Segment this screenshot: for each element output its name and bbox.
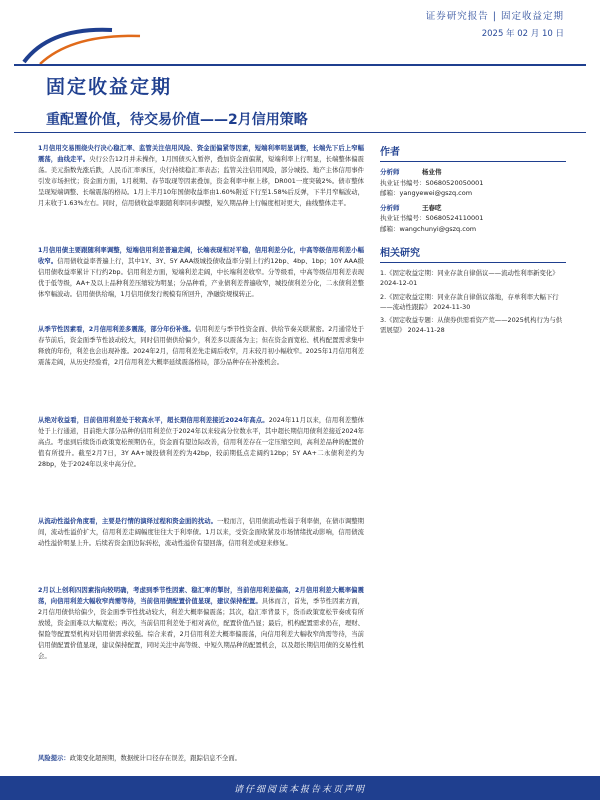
summary-paragraph [38, 415, 364, 515]
analyst-role: 分析师 [380, 203, 400, 212]
summary-detail: 具体而言，首先，季节性因素方面，2月信用债供给偏少，资金面季节性扰动较大，利差大概率偏震荡；其次，稳汇率背景下，货币政策宽松节奏或有所放缓，资金面难以大幅宽松；再次，当前信用利差处于相对高位，配置价值凸显；最后，机构配置需求仍在，理财、保险等配置型机构对信用债需求较强。综合来看，2月信用利差大概率偏震荡，向信用利差大幅收窄尚需等待，当前信用债配置价值显现，建议保持配置，同时关注中高等级、中短久期品种的配置机会，以及超长期信用债的交易性机会。 [38, 597, 364, 660]
sidebar [380, 143, 566, 339]
summary-key-point: 从绝对收益看，目前信用利差处于较高水平，超长期信用利差接近2024年高点。 [38, 416, 269, 424]
analyst-card [380, 167, 566, 199]
summary-detail: 央行公告12月并未操作，1月国债买入暂停，叠加资金面偏紧，短端利率上行明显，长端整体偏震荡。美元指数先涨后跌，人民币汇率承压，央行持续稳汇率表态；监管关注信用风险，部分城投、地产主体信用事件引发市场担忧；资金面方面，1月税期、春节取现等因素叠加，资金利率中枢上移，DR001一度突破2%。债市整体呈现短端调整、长端震荡的格局。1月上半月10年国债收益率由1.60%附近下行至1.58%后反弹，下半月窄幅波动，月末收于1.63%左右。同时，信用债收益率跟随利率同步调整，短久期品种上行幅度相对更大，曲线整体走平。 [38, 156, 364, 208]
summary-paragraph [38, 143, 364, 243]
summary-paragraph [38, 245, 364, 323]
summary-detail: 一般而言，信用债流动性弱于利率债，在债市调整期间，流动性溢价扩大，信用利差走阔幅度往往大于利率债。1月以来，受资金面收紧及市场情绪扰动影响，信用债流动性溢价明显上升。后续若资金面边际转松，流动性溢价有望回落，信用利差或迎来修复。 [38, 518, 364, 548]
report-date: 2025 年 02 月 10 日 [481, 29, 564, 39]
report-type: 证券研究报告 | 固定收益定期 [425, 11, 564, 22]
related-report-title[interactable]: 2.《固定收益定期：同业存款自律倡议落地，存单利率大幅下行——流动性跟踪》 [380, 292, 559, 311]
risk-warning [38, 753, 364, 764]
summary-detail: 信用利差与季节性资金面、供给节奏关联紧密。2月通常处于春节前后，资金面季节性波动较大，同时信用债供给偏少，利差多以震荡为主；但在资金面宽松、机构配置需求集中释放的年份，利差也会出现补涨。2024年2月，信用利差先走阔后收窄，月末较月初小幅收窄。2025年1月信用利差震荡走阔，从历史经验看，2月信用利差大概率延续震荡格局，部分品种存在补涨机会。 [38, 326, 364, 367]
report-subtitle: 重配置价值，待交易价值——2月信用策略 [46, 112, 308, 128]
risk-label: 风险提示： [38, 754, 70, 762]
analyst-email[interactable]: 邮箱：wangchunyi@gszq.com [380, 224, 477, 233]
summary-paragraph [38, 516, 364, 583]
authors-heading: 作者 [380, 143, 566, 162]
summary-key-point: 1月信用债主要跟随利率调整，短端信用利差普遍走阔，长端表现相对平稳，信用利差分化，中高等级信用利差小幅收窄。 [38, 246, 364, 265]
summary-key-point: 1月信用交易围绕央行决心稳汇率、监管关注信用风险、资金面偏紧等因素，短端利率明显调整，长端先下后上窄幅震荡，曲线走平。 [38, 145, 364, 164]
related-report-link[interactable] [380, 315, 566, 336]
footer-disclaimer: 请仔细阅读本报告末页声明 [233, 785, 366, 795]
analyst-name: 王春呓 [422, 203, 442, 212]
related-report-link[interactable] [380, 268, 566, 289]
top-rule [14, 64, 586, 66]
related-report-date: 2024-12-01 [380, 279, 418, 288]
related-report-title[interactable]: 1.《固定收益定期：同业存款自律倡议——流动性利率新变化》 [380, 269, 559, 277]
summary-paragraph [38, 324, 364, 413]
summary-column [38, 143, 364, 765]
related-research-heading: 相关研究 [380, 244, 566, 263]
analyst-role: 分析师 [380, 168, 400, 176]
summary-key-point: 2月以上创利四因素指向较明确，考虑到季节性因素、稳汇率的掣肘，当前信用利差偏高，2月信用利差大概率偏震荡，向信用利差大幅收窄尚需等待，当前信用债配置价值显现，建议保持配置。 [38, 586, 364, 605]
related-report-title[interactable]: 3.《固定收益专题：从债券供需看资产荒——2025机构行为与供需展望》 [380, 316, 563, 335]
risk-text: 政策变化超预期，数据统计口径存在误差，跟踪信息不全面。 [69, 754, 242, 762]
related-report-link[interactable] [380, 292, 566, 313]
summary-key-point: 从流动性溢价角度看，主要是行情的演绎过程和资金面的扰动。 [38, 518, 217, 525]
summary-detail: 信用债收益率普遍上行，其中1Y、3Y、5Y AAA级城投债收益率分别上行约12bp、4bp、1bp；10Y AAA级信用债收益率累计下行约2bp。信用利差方面，短端利差走阔，中长端利差收窄。分等级看，中高等级信用利差表现优于低等级，AA+及以上品种利差压缩较为明显；分品种看，产业债利差普遍收窄，城投债利差分化，二永债利差整体窄幅波动。信用债供给端，1月信用债发行规模有所回升，净融资规模转正。 [38, 257, 364, 298]
analyst-license: 执业证书编号：S0680520050001 [380, 178, 484, 187]
related-report-date: 2024-11-30 [433, 302, 471, 311]
summary-key-point: 从季节性因素看，2月信用利差多震荡，部分年份补涨。 [38, 326, 195, 333]
related-report-date: 2024-11-28 [407, 326, 445, 335]
analyst-license: 执业证书编号：S0680524110001 [380, 214, 484, 222]
summary-paragraph [38, 585, 364, 751]
company-logo-icon [20, 22, 220, 68]
analyst-card [380, 203, 566, 235]
report-header [426, 8, 564, 39]
analyst-name: 杨业伟 [422, 168, 442, 176]
summary-detail: 2024年11月以来，信用利差整体处于上行通道，目前绝大部分品种的信用利差位于2024年以来较高分位数水平，其中超长期信用债利差接近2024年高点。考虑到后续货币政策宽松预期仍在，资金面有望边际改善，信用利差存在一定压缩空间，高利差品种的配置价值有所提升。截至2月7日，3Y AA+城投债利差约为42bp，较前期低点走阔约12bp；5Y AA+二永债利差约为28bp，处于2024年以来中高分位。 [38, 416, 364, 468]
page-title: 固定收益定期 [46, 76, 173, 98]
subtitle-rule [14, 132, 586, 133]
analyst-email[interactable]: 邮箱：yangyewei@gszq.com [380, 189, 473, 197]
